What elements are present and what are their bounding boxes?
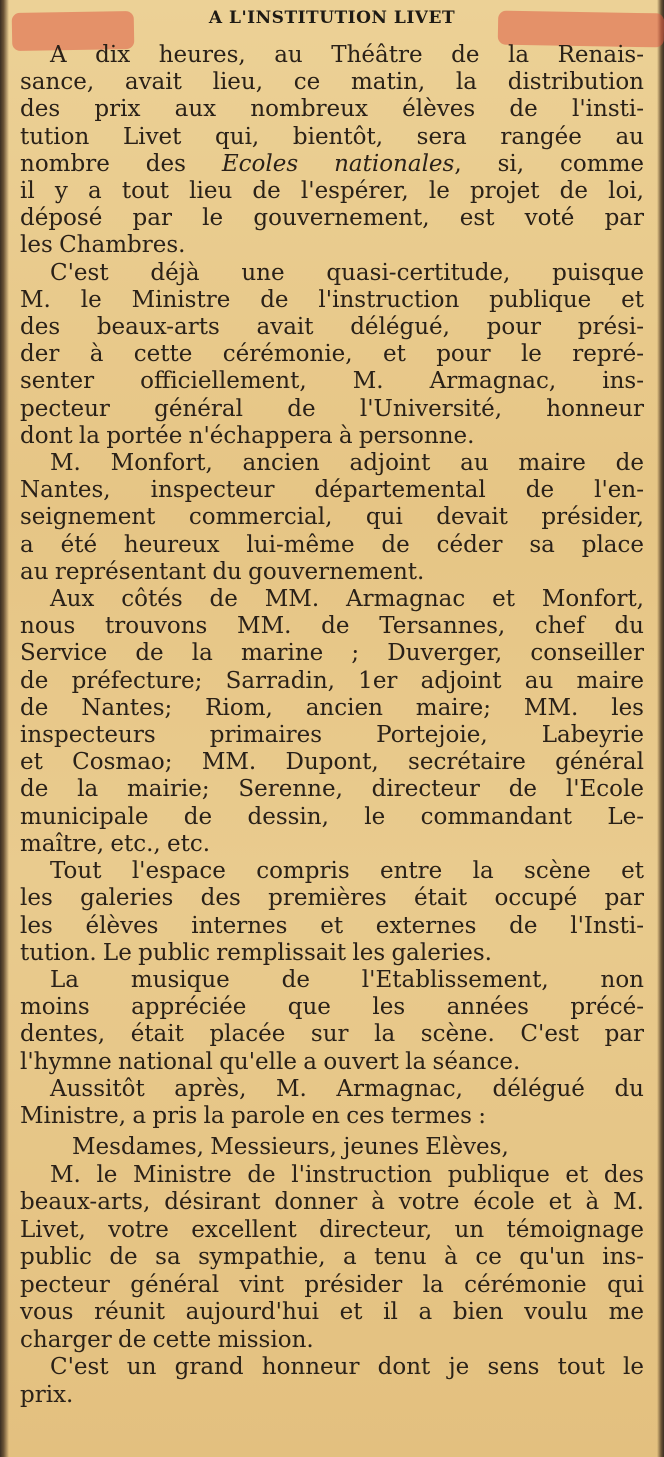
- text-line: prix.: [20, 1381, 74, 1408]
- text-line: C'est déjà une quasi-certitude, puisque: [50, 259, 644, 286]
- text-line: moins appréciée que les années précé-: [20, 994, 644, 1021]
- paragraph-1: [20, 42, 644, 260]
- text-line: M. le Ministre de l'instruction publique et des: [50, 1161, 644, 1188]
- text-line: beaux-arts, désirant donner à votre école et à M.: [20, 1189, 644, 1216]
- text-line: M. Monfort, ancien adjoint au maire de: [50, 450, 644, 477]
- article-headline: A L'INSTITUTION LIVET: [208, 8, 456, 28]
- text-line: pecteur général de l'Université, honneur: [20, 395, 644, 422]
- paragraph-6: [20, 967, 644, 1076]
- text-line: charger de cette mission.: [20, 1326, 314, 1353]
- italic-phrase: Ecoles nationales: [221, 150, 455, 177]
- article-column: [20, 42, 644, 1409]
- text-line: de la mairie; Serenne, directeur de l'Ecole: [20, 776, 644, 803]
- text-line: La musique de l'Etablissement, non: [50, 966, 644, 993]
- text-line: pecteur général vint présider la cérémonie qui: [20, 1271, 644, 1298]
- text-line: les Chambres.: [20, 232, 186, 259]
- text-line: C'est un grand honneur dont je sens tout le: [50, 1354, 644, 1381]
- text-line: Tout l'espace compris entre la scène et: [50, 858, 644, 885]
- text-line: au représentant du gouvernement.: [20, 558, 425, 585]
- text-line: des prix aux nombreux élèves de l'insti-: [20, 96, 644, 123]
- text-line: maître, etc., etc.: [20, 830, 211, 857]
- text-line: l'hymne national qu'elle a ouvert la séance.: [20, 1048, 521, 1075]
- text-line: tution. Le public remplissait les galeries.: [20, 939, 492, 966]
- text-line: [20, 151, 644, 178]
- text-line: seignement commercial, qui devait présider,: [20, 504, 644, 531]
- text-line: de préfecture; Sarradin, 1er adjoint au maire: [20, 667, 644, 694]
- text-line: sance, avait lieu, ce matin, la distribution: [20, 69, 644, 96]
- text-line: Aussitôt après, M. Armagnac, délégué du: [50, 1075, 644, 1102]
- scan-edge-left: [0, 0, 9, 1457]
- text-line: Nantes, inspecteur départemental de l'en-: [20, 477, 644, 504]
- scan-edge-right: [657, 0, 664, 1457]
- text-line: senter officiellement, M. Armagnac, ins-: [20, 368, 644, 395]
- text-line: tution Livet qui, bientôt, sera rangée au: [20, 123, 644, 150]
- text-line: dentes, était placée sur la scène. C'est par: [20, 1021, 644, 1048]
- text-line: M. le Ministre de l'instruction publique et: [20, 286, 644, 313]
- text-line: déposé par le gouvernement, est voté par: [20, 205, 644, 232]
- text-line: et Cosmao; MM. Dupont, secrétaire général: [20, 749, 644, 776]
- paragraph-4: [20, 586, 644, 858]
- paragraph-2: [20, 260, 644, 450]
- text-line: les galeries des premières était occupé par: [20, 885, 644, 912]
- text-line: Service de la marine ; Duverger, conseiller: [20, 640, 644, 667]
- speech-quote: [20, 1134, 644, 1409]
- text-line: municipale de dessin, le commandant Le-: [20, 803, 644, 830]
- text-line: nous trouvons MM. de Tersannes, chef du: [20, 613, 644, 640]
- text-line: des beaux-arts avait délégué, pour prési-: [20, 314, 644, 341]
- text-line: der à cette cérémonie, et pour le repré-: [20, 341, 644, 368]
- text-fragment: , si, comme: [454, 150, 644, 177]
- text-line: Aux côtés de MM. Armagnac et Monfort,: [50, 586, 644, 613]
- text-line: de Nantes; Riom, ancien maire; MM. les: [20, 694, 644, 721]
- paragraph-5: [20, 858, 644, 967]
- text-line: dont la portée n'échappera à personne.: [20, 422, 475, 449]
- paragraph-3: [20, 450, 644, 586]
- speech-salutation: Mesdames, Messieurs, jeunes Elèves,: [72, 1134, 509, 1161]
- text-fragment: nombre des: [20, 150, 186, 177]
- text-line: a été heureux lui-même de céder sa place: [20, 531, 644, 558]
- text-line: Livet, votre excellent directeur, un témoignage: [20, 1216, 644, 1243]
- text-line: il y a tout lieu de l'espérer, le projet de loi,: [20, 178, 644, 205]
- text-line: public de sa sympathie, a tenu à ce qu'un ins-: [20, 1244, 644, 1271]
- text-line: A dix heures, au Théâtre de la Renais-: [50, 42, 644, 68]
- paragraph-7: [20, 1076, 644, 1130]
- text-line: les élèves internes et externes de l'Insti-: [20, 912, 644, 939]
- text-line: vous réunit aujourd'hui et il a bien voulu me: [20, 1299, 644, 1326]
- text-line: Ministre, a pris la parole en ces termes :: [20, 1102, 486, 1129]
- text-line: inspecteurs primaires Portejoie, Labeyrie: [20, 722, 644, 749]
